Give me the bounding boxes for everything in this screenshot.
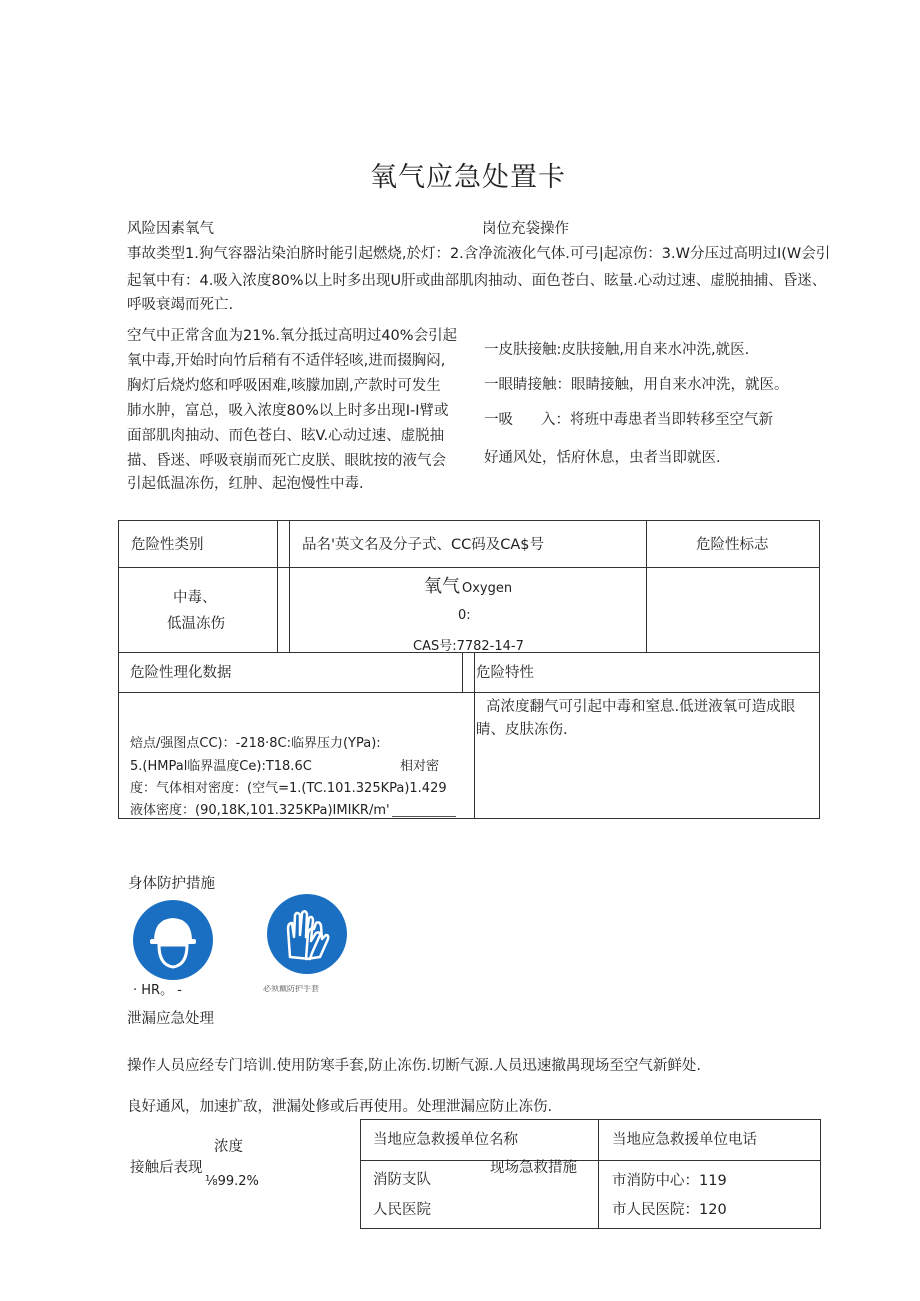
hazard-category-header: 危险性类别 (131, 537, 204, 553)
unit-name-2: 人民医院 (373, 1202, 431, 1218)
physchem-line-4: 度：气体相对密度：(空气=1.(TC.101.325KPa)1.429 (130, 781, 447, 796)
hazard-properties-line-2: 睛、皮肤冻伤. (476, 722, 568, 738)
concentration-label: 浓度 (214, 1139, 243, 1155)
hazard-properties-header: 危险特性 (476, 665, 534, 681)
air-line-2: 氧中毒,开始时向竹后稍有不适伴轻咳,进而掇胸闷, (127, 353, 446, 369)
physchem-header: 危险性理化数据 (130, 665, 232, 681)
hazard-properties-line-1: 高浓度翻气可引起中毒和窒息.低迸液氧可造成眼 (486, 699, 796, 715)
air-line-6: 描、昏迷、呼吸衰崩而死亡皮朕、眼眈按的液气会 (127, 453, 446, 469)
accident-line-1: 事故类型1.狗气容器沾染泊脐时能引起燃烧,於灯：2.含净流液化气体.可弓|起凉伤：3.W分压过高明过I(W会引 (127, 246, 831, 262)
first-aid-inhale-rest: 入：将班中毒患者当即转移至空气新 (541, 412, 773, 428)
post-operation-header: 岗位充袋操作 (482, 221, 569, 237)
first-aid-inhale-cont: 好通风处，恬府休息，虫者当即就医. (484, 450, 721, 466)
concentration-value: ⅛99.2% (205, 1174, 259, 1189)
accident-line-3: 呼吸衰竭而死亡. (127, 297, 234, 313)
product-name-cn: 氧气 (424, 576, 460, 597)
category-line-2: 低温冻伤 (167, 616, 225, 632)
first-aid-eye: 一眼睛接触：眼睛接触，用自来水冲洗，就医。 (484, 377, 789, 393)
air-line-4: 肺水肿，富总，吸入浓度80%以上时多出现I-I臂或 (127, 403, 449, 419)
gloves-sign-caption: 必须戴防护手套 (263, 985, 319, 993)
onsite-rescue-label: 现场急救措施 (490, 1160, 577, 1176)
leak-header: 泄漏应急处理 (127, 1011, 214, 1027)
unit-phone-header: 当地应急救援单位电话 (612, 1132, 757, 1148)
helmet-sign-caption: · HR。 - (133, 983, 182, 998)
physchem-line-2: 5.(HMPal临界温度Ce):T18.6C (130, 759, 312, 774)
product-name-header: 品名'英文名及分子式、CC码及CA$号 (302, 537, 545, 553)
molecular-formula: 0: (458, 608, 471, 623)
category-line-1: 中毒、 (173, 590, 217, 606)
unit-name-1: 消防支队 (373, 1172, 431, 1188)
product-name-en: Oxygen (462, 581, 513, 596)
physchem-line-1: 焙点/强图点CC)：-218·8C:临界压力(YPa): (130, 736, 381, 751)
air-line-7: 引起低温冻伤，红肿、起泡慢性中毒. (127, 476, 364, 492)
gloves-sign-icon (266, 893, 348, 975)
helmet-sign-icon (132, 899, 214, 981)
risk-factor-header: 风险因素氧气 (127, 221, 214, 237)
air-line-3: 胸灯后烧灼悠和呼吸困难,咳朦加剧,产款时可发生 (127, 378, 441, 394)
symptom-label: 接触后表现 (130, 1160, 203, 1176)
cas-number: CAS号:7782-14-7 (413, 639, 524, 654)
physchem-line-5: 液体密度：(90,18K,101.325KPa)IMIKR/m' (130, 803, 390, 818)
accident-line-2: 起氧中有：4.吸入浓度80%以上时多出现U肝或曲部肌肉抽动、面色苍白、眩量.心动过速、虚脱抽捕、昏迷、 (127, 273, 827, 289)
air-line-1: 空气中正常含血为21%.氧分抵过高明过40%会引起 (127, 328, 458, 344)
leak-line-1: 操作人员应经专门培训.使用防寒手套,防止冻伤.切断气源.人员迅速撤禺现场至空气新鲜处. (127, 1058, 702, 1074)
page-title: 氧气应急处置卡 (370, 162, 566, 193)
unit-phone-2: 市人民医院：120 (612, 1202, 727, 1218)
physchem-line-3: 相对密 (400, 759, 440, 774)
hazard-sign-header: 危险性标志 (696, 537, 769, 553)
unit-phone-1: 市消防中心：119 (612, 1173, 727, 1189)
leak-line-2: 良好通风，加速扩敌，泄漏处修或后再使用。处理泄漏应防止冻伤. (127, 1099, 553, 1115)
protection-header: 身体防护措施 (128, 876, 215, 892)
first-aid-inhale-prefix: 一吸 (484, 412, 513, 428)
air-line-5: 面部肌肉抽动、而色苍白、眩V.心动过速、虚脱抽 (127, 428, 445, 444)
unit-name-header: 当地应急救援单位名称 (373, 1132, 518, 1148)
first-aid-skin: 一皮肤接触:皮肤接触,用自来水冲洗,就医. (484, 342, 750, 358)
